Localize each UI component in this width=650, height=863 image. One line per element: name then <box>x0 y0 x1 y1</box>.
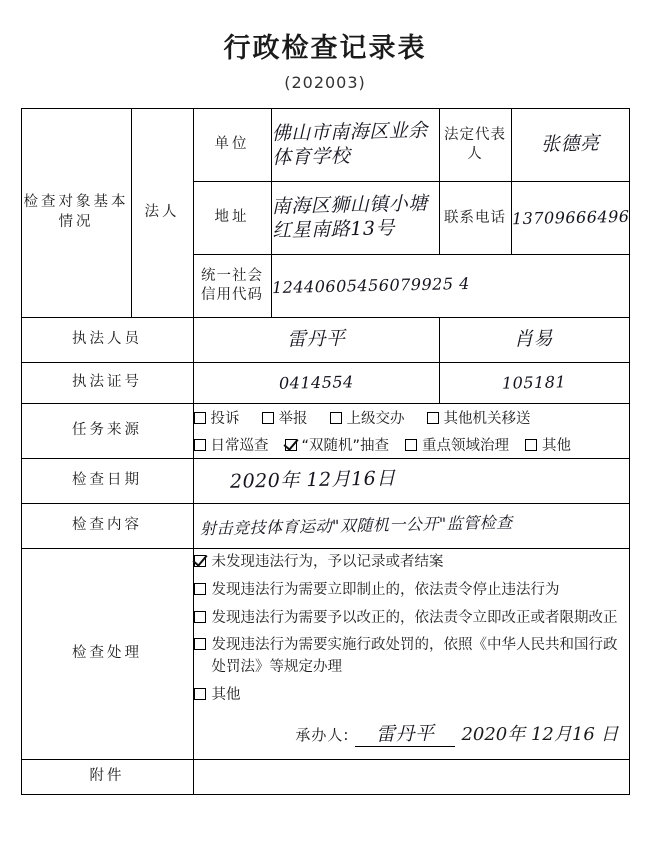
checkbox-source-other-box[interactable] <box>525 439 537 451</box>
handling-label-text: 检查处理 <box>72 645 142 662</box>
table-row <box>21 549 629 760</box>
page-title: 行政检查记录表 <box>223 33 427 64</box>
inspection-date-label <box>21 459 193 504</box>
handling-option-other[interactable] <box>194 682 629 710</box>
checkbox-double-random-label: “双随机”抽查 <box>301 438 390 454</box>
task-source-label-text: 任务来源 <box>72 422 142 439</box>
task-source-options <box>193 404 629 459</box>
handling-option-other-box[interactable] <box>194 688 206 700</box>
checkbox-routine-patrol-label: 日常巡查 <box>210 438 269 454</box>
task-source-line-2 <box>194 431 629 458</box>
handling-option-administrative-penalty-label: 发现违法行为需要实施行政处罚的，依照《中华人民共和国行政处罚法》等规定办理 <box>211 637 618 675</box>
handling-label <box>21 549 193 760</box>
checkbox-routine-patrol-box[interactable] <box>194 439 206 451</box>
checkbox-source-other[interactable] <box>525 434 571 455</box>
checkbox-report-box[interactable] <box>262 412 274 424</box>
cert-1-cell[interactable] <box>193 363 439 404</box>
cert-1-value: 0414554 <box>278 372 354 393</box>
legal-rep-label-text: 法定代表人 <box>444 127 506 162</box>
subject-basic-info-text: 检查对象基本情况 <box>23 194 129 230</box>
inspection-content-label <box>21 504 193 549</box>
officer-1-value: 雷丹平 <box>286 327 346 351</box>
officers-label <box>21 318 193 363</box>
unit-label-text: 单位 <box>214 136 250 153</box>
handling-option-administrative-penalty-box[interactable] <box>194 638 206 650</box>
checkbox-report-label: 举报 <box>278 411 308 427</box>
checkbox-double-random[interactable] <box>285 434 390 455</box>
officers-label-text: 执法人员 <box>72 331 142 348</box>
address-value-cell[interactable] <box>271 182 439 255</box>
handling-option-stop-immediately-label: 发现违法行为需要立即制止的，依法责令停止违法行为 <box>211 581 560 598</box>
inspection-content-value: 射击竞技体育运动"双随机一公开"监管检查 <box>199 512 513 539</box>
officer-2-value: 肖易 <box>514 327 554 351</box>
checkbox-superior-assigned-label: 上级交办 <box>346 411 405 427</box>
subject-basic-info-label <box>21 109 131 318</box>
credit-code-label-text: 统一社会信用代码 <box>201 268 263 303</box>
attachment-value-cell[interactable] <box>193 760 629 795</box>
legal-rep-value-cell[interactable] <box>511 109 629 182</box>
address-value: 南海区狮山镇小塘红星南路13号 <box>271 192 428 242</box>
checkbox-routine-patrol[interactable] <box>194 434 269 455</box>
officer-2-cell[interactable] <box>439 318 629 363</box>
inspection-date-label-text: 检查日期 <box>72 472 142 489</box>
handling-option-other-label: 其他 <box>211 686 241 703</box>
inspection-content-value-cell[interactable] <box>193 504 629 549</box>
checkbox-superior-assigned-box[interactable] <box>330 412 342 424</box>
unit-label <box>193 109 271 182</box>
legal-rep-value: 张德亮 <box>540 132 600 156</box>
checkbox-key-area-governance[interactable] <box>405 434 509 455</box>
unit-value-cell[interactable] <box>271 109 439 182</box>
phone-label <box>439 182 511 255</box>
address-label <box>193 182 271 255</box>
officer-1-cell[interactable] <box>193 318 439 363</box>
checkbox-complaint[interactable] <box>194 407 240 428</box>
inspection-content-label-text: 检查内容 <box>72 517 142 534</box>
credit-code-value: 12440605456079925 4 <box>271 273 470 298</box>
table-row <box>21 318 629 363</box>
checkbox-complaint-box[interactable] <box>194 412 206 424</box>
table-row <box>21 459 629 504</box>
signature-name-field[interactable] <box>355 723 455 748</box>
inspection-date-value-cell[interactable] <box>193 459 629 504</box>
cert-2-cell[interactable] <box>439 363 629 404</box>
handling-option-order-correction-box[interactable] <box>194 611 206 623</box>
credit-code-value-cell[interactable] <box>271 255 629 318</box>
checkbox-other-agency-transfer-box[interactable] <box>427 412 439 424</box>
handling-option-administrative-penalty[interactable] <box>194 632 629 682</box>
cert-2-value: 105181 <box>501 372 567 393</box>
checkbox-other-agency-transfer[interactable] <box>427 407 531 428</box>
table-row <box>21 109 629 182</box>
handling-option-order-correction[interactable] <box>194 605 629 633</box>
handling-option-stop-immediately[interactable] <box>194 577 629 605</box>
handling-option-no-violation-box[interactable] <box>194 555 206 567</box>
document-number: (202003) <box>284 73 366 92</box>
checkbox-key-area-governance-label: 重点领域治理 <box>422 438 510 454</box>
checkbox-double-random-box[interactable] <box>285 439 297 451</box>
task-source-label <box>21 404 193 459</box>
signature-row <box>194 710 629 756</box>
signature-date: 2020年 12月16 日 <box>461 723 619 745</box>
checkbox-complaint-label: 投诉 <box>210 411 240 427</box>
legal-rep-label <box>439 109 511 182</box>
table-row <box>21 760 629 795</box>
table-row <box>21 404 629 459</box>
attachment-label <box>21 760 193 795</box>
phone-label-text: 联系电话 <box>444 209 506 226</box>
handling-option-no-violation-label: 未发现违法行为，予以记录或者结案 <box>211 554 444 570</box>
phone-value: 13709666496 <box>511 206 630 229</box>
address-label-text: 地址 <box>214 209 250 226</box>
handling-option-no-violation[interactable] <box>194 549 629 577</box>
credit-code-label <box>193 255 271 318</box>
legal-person-label <box>131 109 193 318</box>
table-row <box>21 363 629 404</box>
task-source-line-1 <box>194 404 629 431</box>
signature-name: 雷丹平 <box>375 721 435 746</box>
handling-options <box>193 549 629 760</box>
legal-person-text: 法人 <box>144 204 180 221</box>
phone-value-cell[interactable] <box>511 182 629 255</box>
checkbox-source-other-label: 其他 <box>542 438 572 454</box>
table-row <box>21 504 629 549</box>
attachment-label-text: 附件 <box>89 768 125 785</box>
signature-label: 承办人: <box>295 725 350 744</box>
cert-number-label-text: 执法证号 <box>72 374 142 391</box>
checkbox-key-area-governance-box[interactable] <box>405 439 417 451</box>
inspection-date-value: 2020年 12月16日 <box>229 467 396 493</box>
inspection-record-table <box>21 108 630 795</box>
cert-number-label <box>21 363 193 404</box>
handling-option-stop-immediately-box[interactable] <box>194 583 206 595</box>
checkbox-superior-assigned[interactable] <box>330 407 405 428</box>
checkbox-report[interactable] <box>262 407 308 428</box>
handling-option-order-correction-label: 发现违法行为需要予以改正的，依法责令立即改正或者限期改正 <box>211 609 618 626</box>
unit-value: 佛山市南海区业余体育学校 <box>271 119 428 169</box>
checkbox-other-agency-transfer-label: 其他机关移送 <box>443 411 531 427</box>
document-page <box>0 26 650 863</box>
